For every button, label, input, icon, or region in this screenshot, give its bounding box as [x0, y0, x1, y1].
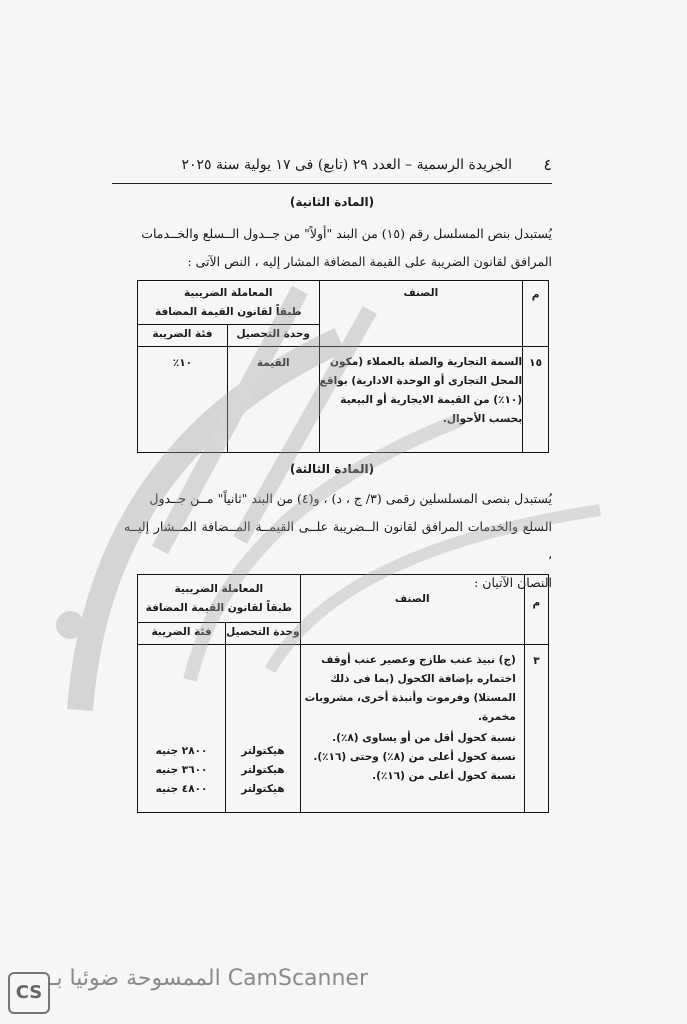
table-2-item-line-1: (ج) نبيذ عنب طازج وعصير عنب أوقف [321, 654, 516, 666]
table-2-rate-1: ٢٨٠٠ جنيه [155, 745, 208, 757]
table-1 [137, 280, 549, 453]
table-2-col-unit: وحدة التحصيل [226, 623, 301, 645]
table-2-col-m: م [524, 575, 548, 645]
table-2-sub-item-2: نسبة كحول أعلى من (٨٪) وحتى (١٦٪). [313, 751, 516, 763]
table-2-item-line-3: المستلا) وفرموت وأنبذة أخرى، مشروبات [304, 692, 516, 704]
article-3-line-3: النصان الآتيان : [474, 575, 552, 590]
page-number: ٤ [543, 155, 552, 174]
table-1-item-line-2: المحل التجارى أو الوحدة الادارية) بواقع [319, 375, 523, 387]
table-1-tax-header [138, 281, 320, 325]
table-1-tax-header-line-2: طبقاً لقانون القيمة المضافة [155, 306, 302, 318]
table-1-row-item [319, 347, 523, 453]
table-2-tax-header-line-2: طبقاً لقانون القيمة المضافة [145, 602, 293, 614]
table-2-row-m: ٣ [524, 645, 548, 813]
table-2-sub-item-3: نسبة كحول أعلى من (١٦٪). [372, 770, 516, 782]
table-2-tax-header [138, 575, 301, 623]
table-1-col-m: م [523, 281, 549, 347]
camscanner-logo: CS [8, 972, 50, 1014]
table-1-col-item: الصنف [319, 281, 523, 347]
table-2-unit-3: هيكتولتر [241, 783, 285, 795]
header-divider [112, 183, 552, 184]
table-1-row-m: ١٥ [523, 347, 549, 453]
table-1-item-line-4: بحسب الأحوال. [442, 413, 523, 425]
article-3-heading: (المادة الثالثة) [289, 462, 375, 476]
table-1-item-line-1: السمة التجارية والصلة بالعملاء (مكون [330, 356, 523, 368]
gazette-title: الجريدة الرسمية – العدد ٢٩ (تابع) فى ١٧ يولية سنة ٢٠٢٥ [181, 157, 512, 173]
table-1-row-unit: القيمة [227, 347, 319, 453]
table-2-row-rate [138, 645, 226, 813]
page-header [112, 155, 552, 179]
table-2-row-item [300, 645, 524, 813]
table-2-rate-2: ٣٦٠٠ جنيه [155, 764, 208, 776]
article-2-line-1: يُستبدل بنص المسلسل رقم (١٥) من البند "أولاً" من جــدول الــسلع والخــدمات [141, 226, 552, 241]
table-1-col-rate: فئة الضريبة [138, 325, 228, 347]
table-2-col-rate: فئة الضريبة [138, 623, 226, 645]
table-2-row-unit [226, 645, 301, 813]
article-3-line-1: يُستبدل بنصى المسلسلين رقمى (٣/ ج ، د) ، و(٤) من البند "ثانياً" مــن جــدول [149, 491, 552, 506]
table-2-unit-2: هيكتولتر [241, 764, 285, 776]
table-1-col-unit: وحدة التحصيل [227, 325, 319, 347]
table-2-sub-item-1: نسبة كحول أقل من أو يساوى (٨٪). [332, 732, 516, 744]
table-2-tax-header-line-1: المعاملة الضريبية [174, 583, 264, 595]
table-1-row-rate: ١٠٪ [138, 347, 228, 453]
article-2-line-2: المرافق لقانون الضريبة على القيمة المضافة المشار إليه ، النص الآتى : [187, 254, 552, 269]
table-1-tax-header-line-1: المعاملة الضريبية [183, 287, 273, 299]
table-2 [137, 574, 549, 813]
article-2-heading: (المادة الثانية) [289, 195, 375, 209]
camscanner-footer-text: الممسوحة ضوئيا بـ CamScanner [50, 966, 368, 991]
table-1-item-line-3: (١٠٪) من القيمة الايجارية أو البيعية [340, 394, 523, 406]
table-2-item-line-4: مخمرة. [477, 711, 516, 723]
table-2-rate-3: ٤٨٠٠ جنيه [155, 783, 208, 795]
table-2-col-item: الصنف [300, 575, 524, 645]
article-2-paragraph [124, 220, 552, 276]
table-2-item-line-2: اختماره بإضافة الكحول (بما فى ذلك [330, 673, 516, 685]
table-2-unit-1: هيكتولتر [241, 745, 285, 757]
article-3-line-2: السلع والخدمات المرافق لقانون الــضريبة علــى القيمــة المــضافة المــشار إليــه ، [124, 519, 552, 562]
